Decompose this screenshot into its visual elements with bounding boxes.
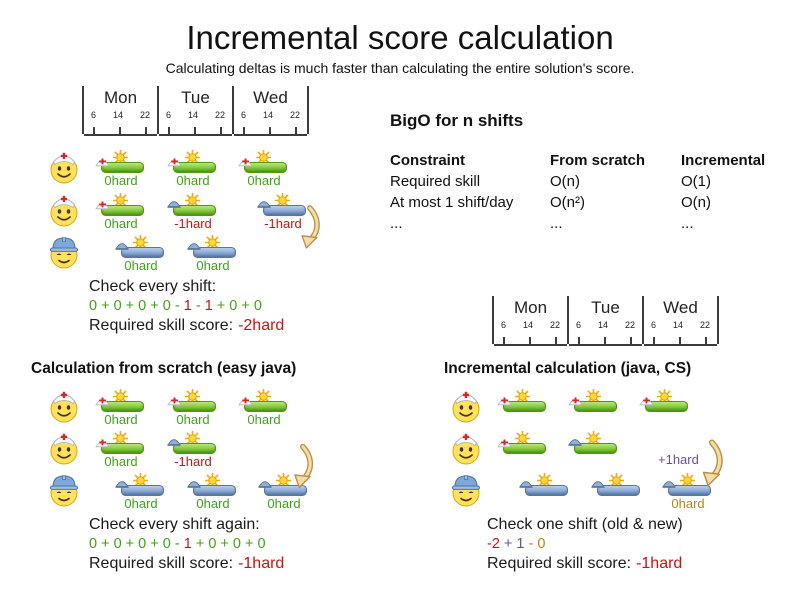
hour-label: 6 — [91, 110, 97, 120]
nurse-cap-icon — [568, 394, 583, 406]
hour-label: 22 — [139, 110, 150, 120]
score-value: -1hard — [636, 555, 683, 572]
hour-label: 6 — [651, 320, 657, 330]
shift-icon — [119, 237, 163, 277]
timeline-axis — [234, 134, 307, 136]
section-heading-incremental: Incremental calculation (java, CS) — [444, 360, 692, 377]
bigo-cell: ... — [550, 215, 563, 232]
move-arrow-icon — [288, 444, 316, 495]
hour-tick — [145, 127, 147, 134]
hour-label: 6 — [501, 320, 507, 330]
shift-score: -1hard — [264, 216, 302, 231]
shift-icon — [191, 237, 235, 277]
timeline-right — [492, 296, 719, 344]
hour-tick — [555, 337, 557, 344]
timeline-day-wed — [232, 86, 309, 134]
nurse-cap-icon — [95, 198, 110, 210]
shift-score: 0hard — [104, 216, 138, 231]
hour-label: 14 — [262, 110, 273, 120]
bigo-col-incremental: Incremental — [681, 152, 766, 169]
hour-tick — [295, 127, 297, 134]
nurse-avatar — [448, 430, 484, 466]
score-value: -2hard — [238, 317, 285, 334]
builder-hat-icon — [115, 240, 129, 250]
shift-score: 0hard — [671, 496, 705, 511]
shift-icon — [191, 475, 235, 515]
shift-icon — [501, 391, 545, 431]
score-equation: -2 + 1 - 0 — [487, 535, 546, 552]
move-arrow-icon — [697, 438, 725, 495]
shift-icon — [119, 475, 163, 515]
hour-label: 6 — [166, 110, 172, 120]
hour-tick — [578, 337, 580, 344]
timeline-day-mon — [82, 86, 157, 134]
shift-icon — [572, 433, 616, 473]
hour-label: 14 — [597, 320, 608, 330]
hour-tick — [269, 127, 271, 134]
nurse-cap-icon — [95, 394, 110, 406]
shift-icon — [171, 152, 215, 192]
hour-label: 14 — [522, 320, 533, 330]
hour-tick — [243, 127, 245, 134]
timeline-left — [82, 86, 309, 134]
bigo-cell: Required skill — [390, 173, 481, 190]
hour-tick — [630, 337, 632, 344]
score-line: Required skill score: -2hard — [89, 317, 285, 334]
shift-icon — [99, 391, 143, 431]
shift-score: 0hard — [247, 412, 281, 427]
hour-labels — [84, 110, 157, 120]
bigo-col-constraint: Constraint — [390, 152, 465, 169]
bigo-cell: At most 1 shift/day — [390, 194, 514, 211]
hour-label: 6 — [241, 110, 247, 120]
bigo-cell: ... — [681, 215, 694, 232]
score-line: Required skill score: -1hard — [487, 555, 683, 572]
page-subtitle: Calculating deltas is much faster than calculating the entire solution's score. — [165, 60, 635, 76]
hour-tick — [705, 337, 707, 344]
shift-icon — [572, 391, 616, 431]
bigo-cell: O(1) — [681, 173, 711, 190]
day-label: Wed — [253, 88, 288, 107]
builder-hat-icon — [568, 436, 582, 446]
timeline-axis — [644, 344, 717, 346]
check-title: Check one shift (old & new) — [487, 516, 683, 533]
bigo-cell: O(n) — [550, 173, 580, 190]
timeline-axis — [159, 134, 232, 136]
nurse-avatar — [46, 149, 82, 185]
builder-hat-icon — [187, 240, 201, 250]
hour-tick — [194, 127, 196, 134]
bigo-cell: O(n) — [681, 194, 711, 211]
nurse-cap-icon — [95, 155, 110, 167]
shift-score: 0hard — [104, 412, 138, 427]
builder-hat-icon — [662, 478, 676, 488]
builder-hat-icon — [258, 478, 272, 488]
shift-icon — [171, 433, 215, 473]
shift-score: 0hard — [124, 496, 158, 511]
section-heading-scratch: Calculation from scratch (easy java) — [31, 360, 297, 377]
timeline-day-tue — [157, 86, 232, 134]
hour-tick — [93, 127, 95, 134]
builder-hat-icon — [187, 478, 201, 488]
shift-icon — [99, 152, 143, 192]
shift-icon — [595, 475, 639, 515]
hour-label: 22 — [289, 110, 300, 120]
hour-tick — [529, 337, 531, 344]
builder-hat-icon — [257, 198, 271, 208]
hour-labels — [159, 110, 232, 120]
day-label: Mon — [103, 88, 138, 107]
nurse-avatar — [46, 430, 82, 466]
nurse-cap-icon — [497, 436, 512, 448]
bigo-cell: O(n²) — [550, 194, 585, 211]
shift-icon — [242, 152, 286, 192]
timeline-day-wed — [642, 296, 719, 344]
move-arrow-icon — [296, 204, 322, 257]
page-title: Incremental score calculation — [186, 19, 614, 56]
shift-icon — [501, 433, 545, 473]
hour-labels — [494, 320, 567, 330]
shift-score: 0hard — [124, 258, 158, 273]
nurse-cap-icon — [167, 394, 182, 406]
builder-hat-icon — [167, 198, 181, 208]
shift-icon — [643, 391, 687, 431]
check-block-scratch — [89, 515, 284, 574]
nurse-cap-icon — [238, 155, 253, 167]
builder-avatar — [448, 472, 484, 508]
hour-label: 6 — [576, 320, 582, 330]
shift-score: 0hard — [267, 496, 301, 511]
nurse-cap-icon — [167, 155, 182, 167]
score-equation: 0 + 0 + 0 + 0 - 1 - 1 + 0 + 0 — [89, 297, 262, 314]
score-line: Required skill score: -1hard — [89, 555, 285, 572]
shift-score: -1hard — [174, 454, 212, 469]
nurse-cap-icon — [497, 394, 512, 406]
shift-icon — [171, 195, 215, 235]
nurse-avatar — [448, 388, 484, 424]
shift-score: 0hard — [196, 258, 230, 273]
hour-label: 22 — [214, 110, 225, 120]
hour-labels — [644, 320, 717, 330]
shift-icon — [99, 433, 143, 473]
hour-labels — [234, 110, 307, 120]
timeline-axis — [494, 344, 567, 346]
day-label: Wed — [663, 298, 698, 317]
timeline-day-tue — [567, 296, 642, 344]
hour-tick — [503, 337, 505, 344]
nurse-cap-icon — [95, 436, 110, 448]
shift-score: 0hard — [196, 496, 230, 511]
hour-label: 14 — [187, 110, 198, 120]
hour-labels — [569, 320, 642, 330]
shift-score: 0hard — [104, 173, 138, 188]
nurse-cap-icon — [238, 394, 253, 406]
check-block-incremental — [487, 515, 683, 574]
nurse-avatar — [46, 388, 82, 424]
hour-tick — [679, 337, 681, 344]
timeline-day-mon — [492, 296, 567, 344]
shift-icon — [99, 195, 143, 235]
hour-label: 14 — [112, 110, 123, 120]
shift-score: 0hard — [176, 412, 210, 427]
hour-tick — [604, 337, 606, 344]
day-label: Mon — [513, 298, 548, 317]
bigo-cell: ... — [390, 215, 403, 232]
score-value: -1hard — [238, 555, 285, 572]
bigo-col-scratch: From scratch — [550, 152, 646, 169]
shift-icon — [171, 391, 215, 431]
day-label: Tue — [591, 298, 620, 317]
day-label: Tue — [181, 88, 210, 107]
hour-label: 22 — [624, 320, 635, 330]
score-equation: 0 + 0 + 0 + 0 - 1 + 0 + 0 + 0 — [89, 535, 266, 552]
builder-hat-icon — [519, 478, 533, 488]
delta-score-label: +1hard — [658, 452, 699, 467]
hour-label: 22 — [549, 320, 560, 330]
bigo-table — [390, 150, 793, 234]
check-title: Check every shift again: — [89, 516, 260, 533]
check-title: Check every shift: — [89, 278, 217, 295]
bigo-panel — [390, 111, 793, 234]
nurse-avatar — [46, 192, 82, 228]
shift-icon — [242, 391, 286, 431]
hour-tick — [220, 127, 222, 134]
hour-tick — [168, 127, 170, 134]
builder-avatar — [46, 472, 82, 508]
hour-label: 22 — [699, 320, 710, 330]
bigo-heading: BigO for n shifts — [390, 111, 524, 130]
shift-icon — [523, 475, 567, 515]
timeline-axis — [84, 134, 157, 136]
shift-score: 0hard — [247, 173, 281, 188]
builder-avatar — [46, 234, 82, 270]
shift-score: -1hard — [174, 216, 212, 231]
builder-hat-icon — [167, 436, 181, 446]
timeline-axis — [569, 344, 642, 346]
builder-hat-icon — [115, 478, 129, 488]
nurse-cap-icon — [639, 394, 654, 406]
shift-score: 0hard — [176, 173, 210, 188]
builder-hat-icon — [591, 478, 605, 488]
hour-tick — [119, 127, 121, 134]
shift-score: 0hard — [104, 454, 138, 469]
hour-label: 14 — [672, 320, 683, 330]
check-block-top — [89, 277, 284, 336]
hour-tick — [653, 337, 655, 344]
